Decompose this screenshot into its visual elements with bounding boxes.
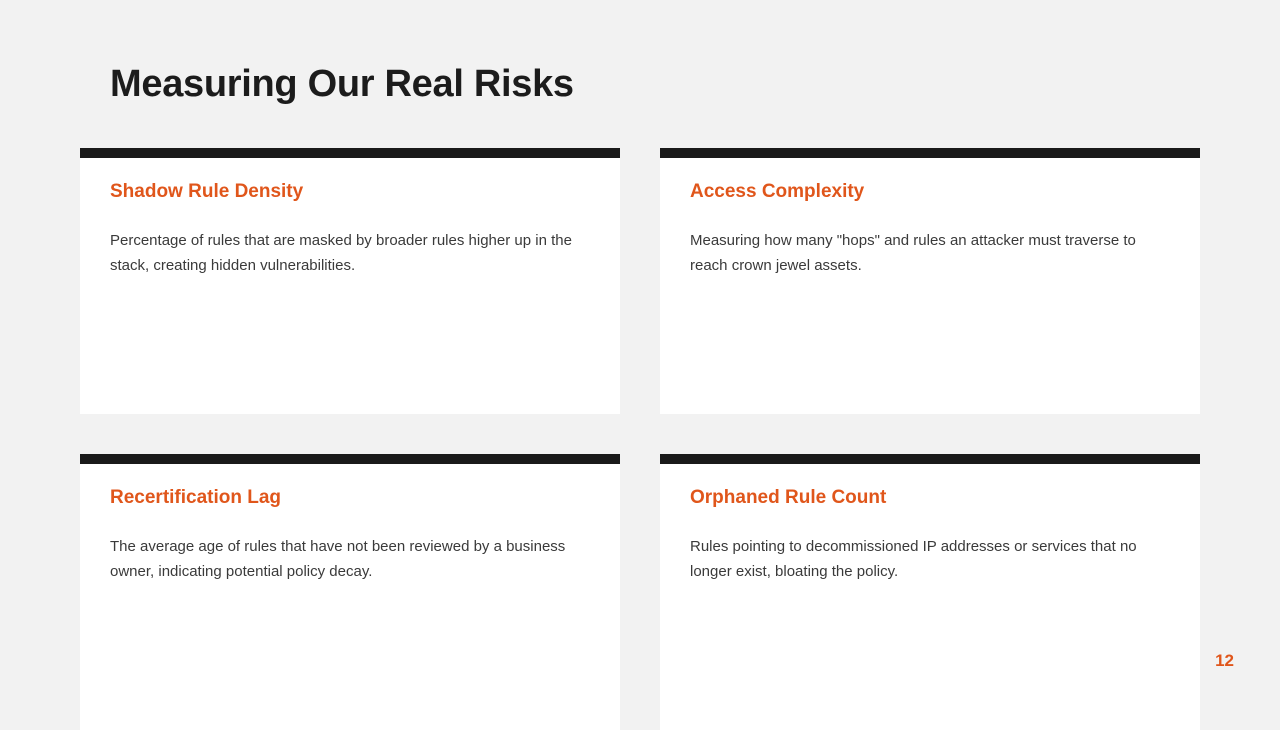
card-description: Measuring how many "hops" and rules an attacker must traverse to reach crown jewel assets. — [690, 232, 1136, 274]
slide-title: Measuring Our Real Risks — [110, 63, 574, 105]
card-description: Rules pointing to decommissioned IP addresses or services that no longer exist, bloating the policy. — [690, 538, 1137, 580]
card-recertification-lag — [80, 454, 620, 730]
card-access-complexity — [660, 148, 1200, 414]
card-description: The average age of rules that have not been reviewed by a business owner, indicating potential policy decay. — [110, 538, 566, 580]
page-number: 12 — [1215, 651, 1234, 670]
card-heading: Shadow Rule Density — [110, 181, 304, 202]
card-shadow-rule-density — [80, 148, 620, 414]
card-heading: Recertification Lag — [110, 487, 282, 508]
card-heading: Access Complexity — [690, 181, 865, 202]
card-description: Percentage of rules that are masked by broader rules higher up in the stack, creating hidden vulnerabilities. — [110, 232, 572, 274]
card-orphaned-rule-count — [660, 454, 1200, 730]
card-heading: Orphaned Rule Count — [690, 487, 887, 508]
